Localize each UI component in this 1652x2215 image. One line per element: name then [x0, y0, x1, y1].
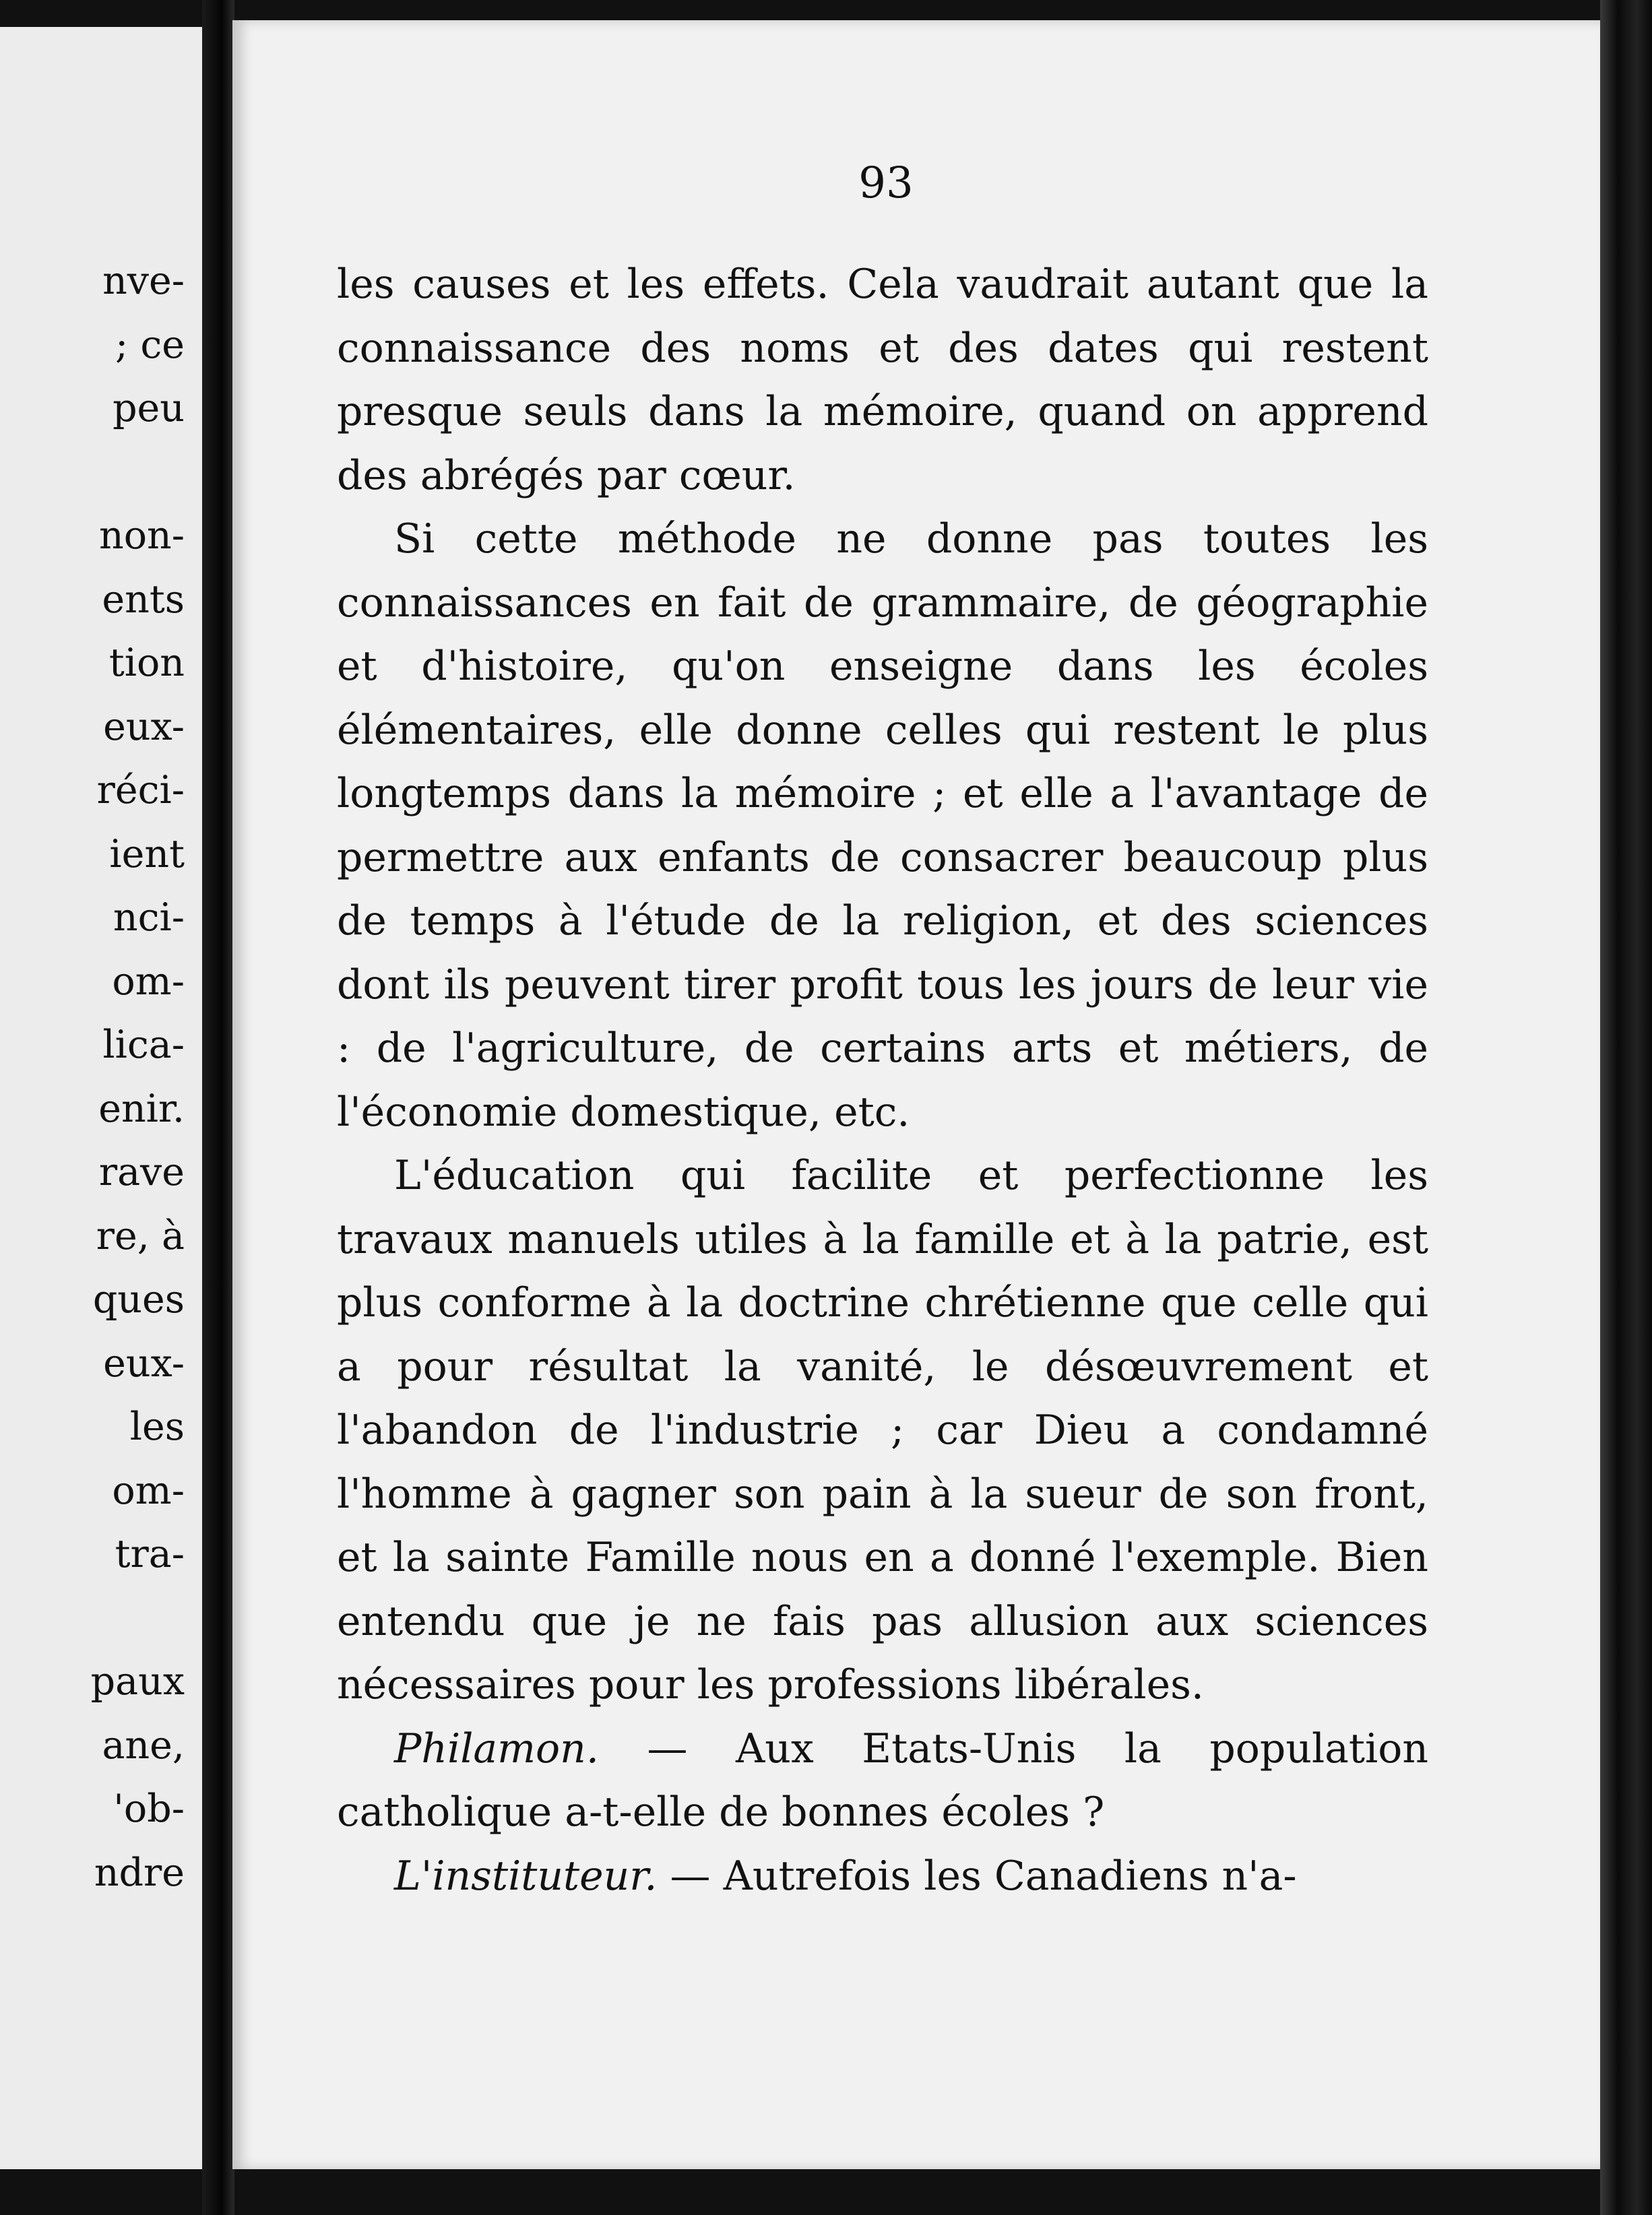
dialogue-text: — Aux Etats-Unis la population catholique a-t-elle de bonnes écoles ? — [337, 1725, 1428, 1836]
left-line: tion — [108, 641, 185, 685]
page-number: 93 — [858, 158, 914, 208]
left-line: nci- — [113, 895, 185, 940]
right-page — [232, 20, 1600, 2169]
left-line: om- — [112, 1468, 185, 1513]
left-page-line-fragments — [91, 249, 185, 1904]
speaker-name: L'instituteur. — [394, 1852, 658, 1900]
paragraph-3: L'éducation qui facilite et perfectionne les travaux manuels utiles à la famille et à la patrie, est plus conforme à la doctrine chrétienne que celle qui a pour résultat la vanité, le désœuvrement et l'abandon de l'industrie ; car Dieu a condamné l'homme à gagner son pain à la sueur de son front, et la sainte Famille nous en a donné l'exemple. Bien entendu que je ne fais pas allusion aux sciences nécessaires pour les professions libérales. — [337, 1152, 1428, 1708]
left-line: lica- — [102, 1023, 185, 1067]
paragraph-2: Si cette méthode ne donne pas toutes les connaissances en fait de grammaire, de géographie et d'histoire, qu'on enseigne dans les écoles élémentaires, elle donne celles qui restent le plus longtemps dans la mémoire ; et elle a l'avantage de permettre aux enfants de consacrer beaucoup plus de temps à l'étude de la religion, et des sciences dont ils peuvent tirer profit tous les jours de leur vie : de l'agriculture, de certains arts et métiers, de l'économie domestique, etc. — [337, 515, 1428, 1136]
left-line: ; ce — [115, 322, 185, 367]
dialogue-philamon — [337, 1717, 1428, 1844]
left-line: ane, — [102, 1723, 185, 1768]
left-line: 'ob- — [113, 1787, 185, 1831]
page-body — [337, 253, 1428, 1908]
left-line: re, à — [96, 1213, 185, 1258]
left-line: tra- — [115, 1532, 185, 1576]
left-line: ndre — [94, 1850, 185, 1895]
speaker-name: Philamon. — [394, 1725, 599, 1772]
left-facing-page — [0, 27, 202, 2169]
left-line — [91, 1586, 185, 1650]
left-line: enir. — [98, 1086, 185, 1131]
dialogue-text: — Autrefois les Canadiens n'a- — [657, 1852, 1297, 1900]
paragraph-1: les causes et les effets. Cela vaudrait autant que la connaissance des noms et des dates qui restent presque seuls dans la mémoire, quand on apprend des abrégés par cœur. — [337, 261, 1428, 499]
left-line: ques — [92, 1277, 185, 1322]
left-line: paux — [90, 1659, 185, 1704]
left-line — [91, 441, 185, 505]
left-line: les — [129, 1405, 185, 1449]
dialogue-instituteur — [337, 1844, 1428, 1908]
left-line: eux- — [103, 1341, 185, 1386]
left-line: ents — [102, 577, 185, 622]
left-line: rave — [98, 1150, 185, 1194]
left-line: peu — [113, 386, 185, 430]
book-gutter — [202, 0, 234, 2215]
left-line: om- — [112, 959, 185, 1004]
page-edge-shadow — [1600, 0, 1652, 2215]
left-line: eux- — [103, 704, 185, 749]
left-line: nve- — [102, 259, 185, 303]
left-line: ient — [109, 831, 185, 876]
left-line: non- — [99, 513, 185, 558]
left-line: réci- — [96, 768, 185, 812]
